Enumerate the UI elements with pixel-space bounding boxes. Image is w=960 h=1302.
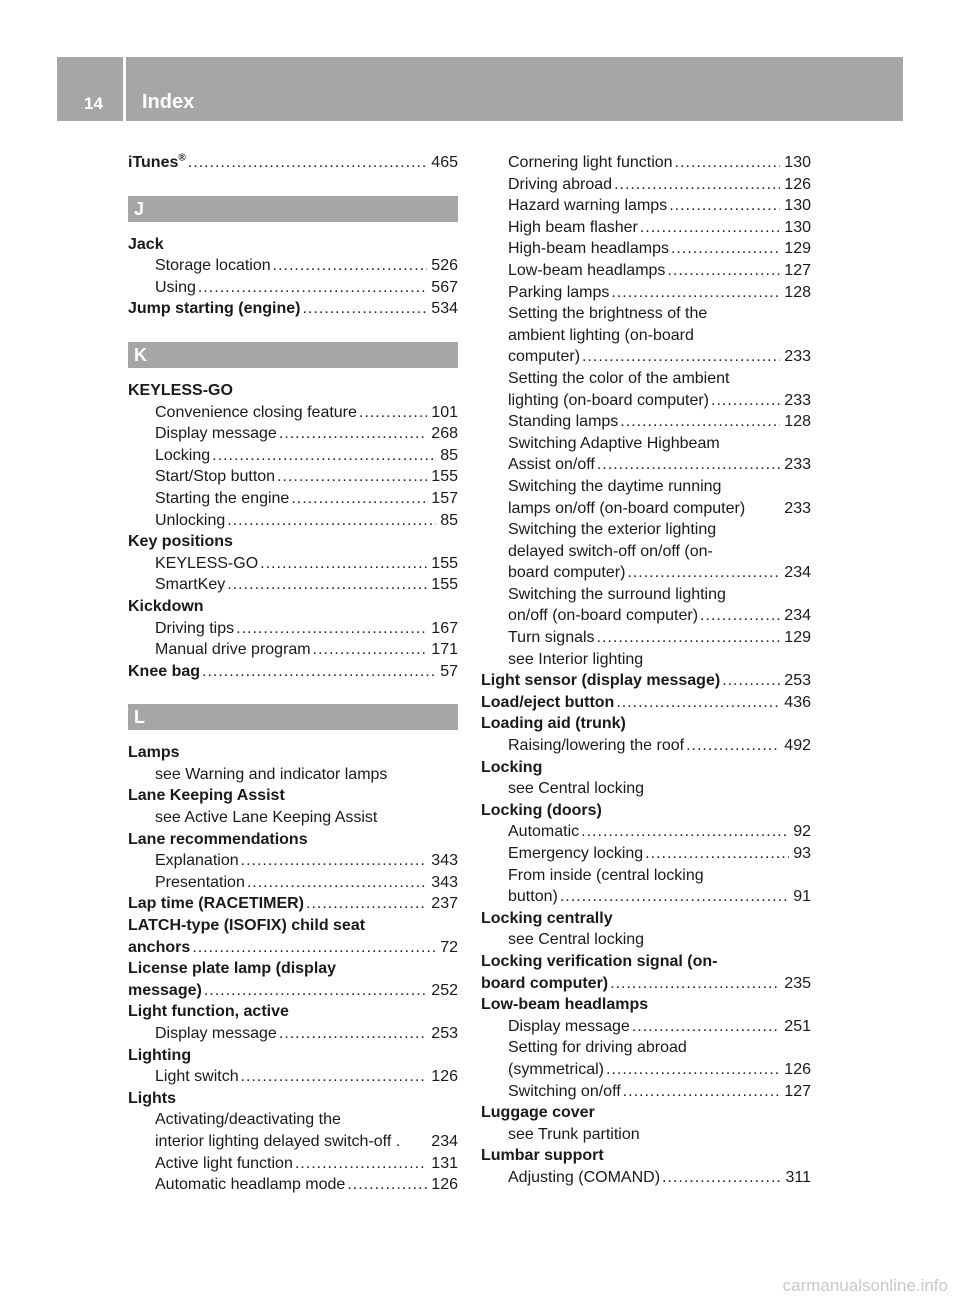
index-subentry — [481, 1081, 811, 1103]
index-entry — [128, 958, 458, 980]
index-subentry — [481, 1059, 811, 1081]
index-subentry — [128, 1109, 458, 1131]
page-ref: 567 — [431, 278, 458, 296]
entry-text: Load/eject button — [481, 693, 615, 711]
entry-text: Driving tips — [155, 619, 235, 637]
entry-text: Low-beam headlamps — [481, 996, 649, 1014]
watermark: carmanualsonline.info — [782, 1276, 948, 1295]
dot-leader — [675, 152, 781, 174]
dot-leader — [606, 1059, 780, 1081]
index-subentry — [128, 764, 458, 786]
entry-text: Explanation — [155, 852, 239, 870]
dot-leader — [582, 346, 780, 368]
entry-text: Lane recommendations — [128, 830, 308, 848]
entry-text: Active light function — [155, 1154, 293, 1172]
page-header — [57, 57, 903, 121]
entry-text: Locking verification signal (on- — [481, 952, 718, 970]
entry-text: Unlocking — [155, 511, 226, 529]
dot-leader — [241, 1066, 428, 1088]
page-ref: 436 — [784, 693, 811, 711]
entry-text: see Warning and indicator lamps — [155, 765, 388, 783]
index-subentry — [481, 325, 811, 347]
entry-text: Manual drive program — [155, 641, 311, 659]
dot-leader — [212, 445, 436, 467]
page-number: 14 — [84, 94, 103, 113]
index-subentry — [481, 1167, 811, 1189]
page-ref: 126 — [784, 175, 811, 193]
dot-leader — [686, 735, 780, 757]
page-ref: 251 — [784, 1017, 811, 1035]
entry-text: anchors — [128, 938, 191, 956]
dot-leader — [711, 390, 780, 412]
dot-leader — [273, 255, 428, 277]
entry-text: High beam flasher — [508, 218, 638, 236]
page-ref: 253 — [784, 672, 811, 690]
entry-text: Activating/deactivating the — [155, 1111, 341, 1129]
index-letter-heading: J — [128, 196, 458, 222]
dot-leader — [277, 466, 427, 488]
registered-mark: ® — [178, 152, 186, 164]
index-entry — [128, 1001, 458, 1023]
page-ref: 101 — [431, 403, 458, 421]
entry-text: Starting the engine — [155, 489, 290, 507]
index-entry — [481, 1145, 811, 1167]
dot-leader — [347, 1174, 427, 1196]
index-entry — [481, 757, 811, 779]
dot-leader — [722, 670, 780, 692]
dot-leader — [198, 277, 427, 299]
page-ref: 127 — [784, 1082, 811, 1100]
page-ref: 91 — [793, 888, 811, 906]
dot-leader — [597, 627, 781, 649]
dot-leader — [610, 973, 780, 995]
index-subentry — [481, 886, 811, 908]
dot-leader — [645, 843, 789, 865]
page-ref: 155 — [431, 576, 458, 594]
entry-text: Hazard warning lamps — [508, 197, 668, 215]
page-ref: 155 — [431, 468, 458, 486]
index-subentry — [481, 368, 811, 390]
entry-text: KEYLESS-GO — [155, 554, 259, 572]
index-subentry — [481, 929, 811, 951]
entry-text: Storage location — [155, 257, 271, 275]
dot-leader — [204, 980, 427, 1002]
entry-text: see Central locking — [508, 780, 645, 798]
entry-text: see Active Lane Keeping Assist — [155, 809, 378, 827]
index-subentry — [128, 1066, 458, 1088]
entry-text: Setting for driving abroad — [508, 1039, 687, 1057]
index-subentry — [128, 423, 458, 445]
index-subentry — [128, 1174, 458, 1196]
entry-text: Switching the daytime running — [508, 477, 722, 495]
entry-text: Switching Adaptive Highbeam — [508, 434, 720, 452]
entry-text: (symmetrical) — [508, 1060, 604, 1078]
index-subentry — [481, 238, 811, 260]
index-subentry — [481, 498, 811, 520]
index-entry — [128, 893, 458, 915]
index-subentry — [128, 872, 458, 894]
dot-leader — [227, 510, 436, 532]
entry-text: LATCH-type (ISOFIX) child seat — [128, 917, 366, 935]
index-subentry — [128, 510, 458, 532]
entry-text: on/off (on-board computer) — [508, 607, 699, 625]
entry-text: Raising/lowering the roof — [508, 737, 685, 755]
page-ref: 171 — [431, 641, 458, 659]
entry-text: Light function, active — [128, 1003, 289, 1021]
dot-leader — [247, 872, 427, 894]
dot-leader — [236, 618, 427, 640]
page-ref: 155 — [431, 554, 458, 572]
entry-text: Display message — [155, 1025, 277, 1042]
page-ref: 130 — [784, 154, 811, 171]
entry-text: Setting the brightness of the — [508, 305, 708, 323]
dot-leader — [669, 195, 780, 217]
page-ref: 93 — [793, 845, 811, 862]
entry-text: board computer) — [481, 974, 609, 992]
entry-text: Lights — [128, 1089, 176, 1107]
page-ref: 130 — [784, 197, 811, 215]
page-ref: 465 — [431, 154, 458, 171]
index-subentry — [128, 402, 458, 424]
index-entry — [481, 1102, 811, 1124]
entry-text: Presentation — [155, 873, 245, 891]
entry-text: Lap time (RACETIMER) — [128, 895, 304, 913]
index-subentry — [128, 1153, 458, 1175]
entry-text: Display message — [155, 425, 277, 443]
index-entry — [128, 380, 458, 402]
entry-text: Knee bag — [128, 662, 201, 680]
index-entry — [481, 908, 811, 930]
entry-text: lighting (on-board computer) — [508, 391, 709, 409]
index-subentry — [481, 260, 811, 282]
page-ref: 129 — [784, 240, 811, 258]
index-letter-heading: K — [128, 342, 458, 368]
index-subentry — [481, 152, 811, 174]
index-subentry — [481, 541, 811, 563]
index-subentry — [481, 390, 811, 412]
dot-leader — [560, 886, 789, 908]
index-subentry — [481, 174, 811, 196]
entry-text: Parking lamps — [508, 283, 610, 301]
page-ref: 343 — [431, 852, 458, 870]
entry-text: SmartKey — [155, 576, 226, 594]
index-subentry — [481, 562, 811, 584]
entry-text: Jack — [128, 235, 164, 253]
page-ref: 311 — [785, 1168, 811, 1186]
index-entry — [128, 596, 458, 618]
entry-text: Locking centrally — [481, 909, 613, 927]
index-entry — [128, 1088, 458, 1110]
entry-text: Lighting — [128, 1046, 192, 1064]
page-ref: 131 — [431, 1154, 458, 1172]
dot-leader — [279, 1023, 427, 1045]
page-ref: 127 — [784, 261, 811, 279]
entry-text: Assist on/off — [508, 456, 595, 474]
page-ref: 252 — [431, 981, 458, 999]
index-subentry — [481, 1124, 811, 1146]
entry-text: interior lighting delayed switch-off . — [155, 1132, 401, 1150]
index-subentry — [481, 649, 811, 671]
entry-text: Display message — [508, 1017, 630, 1035]
entry-text: Setting the color of the ambient — [508, 369, 730, 387]
index-letter-heading: L — [128, 704, 458, 730]
index-subentry — [128, 466, 458, 488]
index-entry — [128, 298, 458, 320]
page-ref: 92 — [793, 823, 811, 841]
index-entry — [128, 234, 458, 256]
entry-text: see Central locking — [508, 931, 645, 949]
dot-leader — [614, 174, 780, 196]
dot-leader — [700, 605, 780, 627]
index-entry — [481, 951, 811, 973]
dot-leader — [611, 282, 780, 304]
entry-text: computer) — [508, 348, 581, 366]
index-subentry — [481, 411, 811, 433]
index-subentry — [481, 303, 811, 325]
entry-text: Low-beam headlamps — [508, 261, 666, 279]
index-subentry — [128, 277, 458, 299]
index-subentry — [481, 1016, 811, 1038]
index-subentry — [481, 1037, 811, 1059]
entry-text: Loading aid (trunk) — [481, 715, 626, 733]
dot-leader — [616, 692, 780, 714]
entry-text: Adjusting (COMAND) — [508, 1168, 661, 1186]
index-entry — [128, 1045, 458, 1067]
page-ref: 268 — [431, 425, 458, 443]
entry-text: Locking — [481, 758, 543, 776]
dot-leader — [291, 488, 427, 510]
entry-text: From inside (central locking — [508, 866, 704, 884]
index-entry — [128, 829, 458, 851]
page-ref: 126 — [431, 1068, 458, 1086]
dot-leader — [279, 423, 427, 445]
dot-leader — [667, 260, 780, 282]
page-ref: 126 — [784, 1060, 811, 1078]
entry-text: Using — [155, 278, 196, 296]
index-entry — [128, 785, 458, 807]
index-subentry — [481, 584, 811, 606]
entry-text: Lane Keeping Assist — [128, 787, 285, 805]
page-ref: 72 — [440, 938, 458, 956]
index-column-left — [128, 152, 458, 1196]
page-ref: 157 — [431, 489, 458, 507]
index-subentry — [481, 433, 811, 455]
page-ref: 129 — [784, 629, 811, 647]
dot-leader — [260, 553, 427, 575]
dot-leader — [295, 1153, 427, 1175]
dot-leader — [188, 152, 428, 174]
dot-leader — [620, 411, 780, 433]
index-subentry — [128, 574, 458, 596]
page-ref: 343 — [431, 873, 458, 891]
page-title: Index — [142, 91, 195, 113]
entry-text: Automatic — [508, 823, 580, 841]
entry-text: delayed switch-off on/off (on- — [508, 542, 713, 560]
index-subentry — [128, 488, 458, 510]
index-subentry — [128, 255, 458, 277]
entry-text: KEYLESS-GO — [128, 381, 233, 399]
index-subentry — [128, 639, 458, 661]
dot-leader — [632, 1016, 780, 1038]
entry-text: button) — [508, 888, 558, 906]
entry-text: Locking — [155, 446, 211, 464]
index-entry — [481, 713, 811, 735]
page-ref: 126 — [431, 1176, 458, 1194]
index-subentry — [481, 454, 811, 476]
entry-text: Key positions — [128, 533, 233, 551]
entry-text: Standing lamps — [508, 413, 619, 431]
index-subentry — [128, 445, 458, 467]
entry-text: Kickdown — [128, 597, 204, 615]
dot-leader — [227, 574, 427, 596]
page-ref: 253 — [431, 1025, 458, 1042]
page-ref: 128 — [784, 283, 811, 301]
entry-text: Convenience closing feature — [155, 403, 357, 421]
index-subentry — [128, 618, 458, 640]
entry-text: Light switch — [155, 1068, 239, 1086]
page-ref: 85 — [440, 446, 458, 464]
page-ref: 233 — [784, 391, 811, 409]
index-subentry — [481, 821, 811, 843]
page-ref: 492 — [784, 737, 811, 755]
page-number-box — [57, 57, 126, 121]
index-subentry — [481, 865, 811, 887]
index-entry — [128, 742, 458, 764]
page-ref: 233 — [784, 456, 811, 474]
entry-text: see Interior lighting — [508, 650, 644, 668]
index-entry — [481, 973, 811, 995]
entry-text: board computer) — [508, 564, 626, 582]
dot-leader — [671, 238, 780, 260]
page-ref: 234 — [784, 607, 811, 625]
index-column-right — [481, 152, 811, 1189]
index-subentry — [481, 282, 811, 304]
index-subentry — [481, 778, 811, 800]
index-subentry — [481, 519, 811, 541]
index-entry — [481, 994, 811, 1016]
entry-text: message) — [128, 981, 202, 999]
entry-text: Cornering light function — [508, 154, 673, 171]
dot-leader — [192, 937, 436, 959]
entry-text: Turn signals — [508, 629, 595, 647]
entry-text: lamps on/off (on-board computer) — [508, 499, 746, 517]
index-entry — [481, 800, 811, 822]
dot-leader — [581, 821, 789, 843]
entry-text: Start/Stop button — [155, 468, 276, 486]
dot-leader — [306, 893, 427, 915]
entry-text: see Trunk partition — [508, 1125, 640, 1143]
entry-text: High-beam headlamps — [508, 240, 669, 258]
index-entry — [128, 980, 458, 1002]
entry-text: Emergency locking — [508, 845, 644, 862]
page-ref: 57 — [440, 662, 458, 680]
entry-text: Switching the exterior lighting — [508, 521, 717, 539]
index-subentry — [128, 553, 458, 575]
page-ref: 234 — [784, 564, 811, 582]
index-subentry — [128, 850, 458, 872]
dot-leader — [640, 217, 780, 239]
index-entry — [128, 915, 458, 937]
entry-text: Locking (doors) — [481, 801, 602, 819]
index-subentry — [481, 627, 811, 649]
index-subentry — [481, 195, 811, 217]
entry-text: Lumbar support — [481, 1147, 604, 1165]
entry-text: Jump starting (engine) — [128, 300, 301, 318]
entry-text: Light sensor (display message) — [481, 672, 721, 690]
index-subentry — [128, 807, 458, 829]
index-subentry — [481, 476, 811, 498]
index-entry — [128, 152, 458, 174]
dot-leader — [623, 1081, 781, 1103]
index-entry — [128, 937, 458, 959]
entry-text: Lamps — [128, 744, 180, 762]
dot-leader — [302, 298, 427, 320]
dot-leader — [597, 454, 780, 476]
dot-leader — [359, 402, 427, 424]
dot-leader — [241, 850, 428, 872]
index-entry — [481, 692, 811, 714]
page-ref: 167 — [431, 619, 458, 637]
dot-leader — [627, 562, 780, 584]
page-ref: 85 — [440, 511, 458, 529]
index-entry — [481, 670, 811, 692]
page-ref: 237 — [431, 895, 458, 913]
entry-text: Switching the surround lighting — [508, 585, 726, 603]
page-ref: 130 — [784, 218, 811, 236]
page-ref: 234 — [431, 1132, 458, 1150]
index-entry — [128, 661, 458, 683]
dot-leader — [662, 1167, 781, 1189]
entry-text: License plate lamp (display — [128, 960, 337, 978]
dot-leader — [202, 661, 436, 683]
index-subentry — [481, 346, 811, 368]
page-ref: 233 — [784, 499, 811, 517]
entry-text: iTunes® — [128, 152, 186, 171]
index-subentry — [481, 843, 811, 865]
index-entry — [128, 531, 458, 553]
page-ref: 235 — [784, 974, 811, 992]
index-subentry — [481, 605, 811, 627]
entry-text: Automatic headlamp mode — [155, 1176, 346, 1194]
entry-text: Switching on/off — [508, 1082, 621, 1100]
page-ref: 526 — [431, 257, 458, 275]
entry-text: Driving abroad — [508, 175, 613, 193]
index-subentry — [128, 1131, 458, 1153]
index-subentry — [481, 217, 811, 239]
page-ref: 534 — [431, 300, 458, 318]
index-subentry — [128, 1023, 458, 1045]
entry-text: ambient lighting (on-board — [508, 326, 694, 344]
entry-text: Luggage cover — [481, 1104, 595, 1122]
page-ref: 128 — [784, 413, 811, 431]
page-ref: 233 — [784, 348, 811, 366]
index-subentry — [481, 735, 811, 757]
dot-leader — [313, 639, 428, 661]
